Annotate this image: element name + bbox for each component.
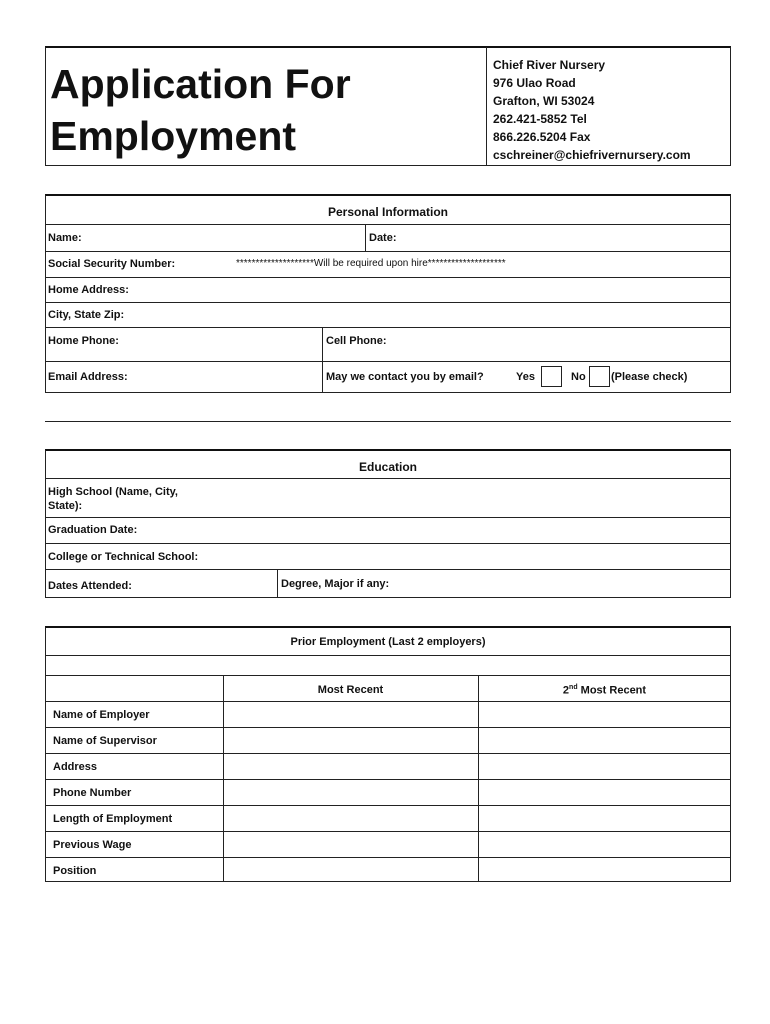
row-label-address: Address xyxy=(53,761,98,773)
row-label-wage: Previous Wage xyxy=(53,839,132,851)
row-label-position: Position xyxy=(53,865,97,877)
high-school-label-line1: High School (Name, City, xyxy=(48,486,178,498)
row-label-employer: Name of Employer xyxy=(53,709,150,721)
address-recent-field[interactable] xyxy=(224,754,478,779)
phone-second-field[interactable] xyxy=(479,780,730,805)
col-second-sup: nd xyxy=(569,684,578,691)
page-title-line2: Employment xyxy=(50,113,297,159)
graduation-date-label: Graduation Date: xyxy=(48,524,138,536)
company-city: Grafton, WI 53024 xyxy=(493,94,595,108)
name-label: Name: xyxy=(48,232,82,244)
cell-phone-label: Cell Phone: xyxy=(326,335,387,347)
yes-checkbox[interactable] xyxy=(541,366,562,387)
position-second-field[interactable] xyxy=(479,858,730,881)
supervisor-recent-field[interactable] xyxy=(224,728,478,753)
graduation-date-field[interactable] xyxy=(146,519,726,541)
email-field[interactable] xyxy=(136,364,318,391)
college-label: College or Technical School: xyxy=(48,551,199,563)
personal-info-title: Personal Information xyxy=(327,205,449,219)
col-second-suffix: Most Recent xyxy=(577,684,647,697)
college-field[interactable] xyxy=(210,545,726,567)
home-phone-field[interactable] xyxy=(128,329,318,359)
length-second-field[interactable] xyxy=(479,806,730,831)
home-address-label: Home Address: xyxy=(48,284,129,296)
row-label-supervisor: Name of Supervisor xyxy=(53,735,157,747)
high-school-field[interactable] xyxy=(190,480,726,515)
col-second-prefix: 2 xyxy=(562,684,570,697)
company-tel: 262.421-5852 Tel xyxy=(493,112,587,126)
company-address: 976 Ulao Road xyxy=(493,76,576,90)
ssn-label: Social Security Number: xyxy=(48,258,176,270)
address-second-field[interactable] xyxy=(479,754,730,779)
no-label: No xyxy=(571,371,586,383)
col-second-most-recent xyxy=(478,684,731,697)
education-title: Education xyxy=(358,460,417,474)
supervisor-second-field[interactable] xyxy=(479,728,730,753)
date-field[interactable] xyxy=(402,226,727,249)
col-most-recent: Most Recent xyxy=(317,684,384,696)
header-divider xyxy=(486,47,487,166)
company-name: Chief River Nursery xyxy=(493,58,606,72)
employer-recent-field[interactable] xyxy=(224,702,478,727)
yes-label: Yes xyxy=(516,371,535,383)
date-label: Date: xyxy=(369,232,397,244)
section-separator xyxy=(45,421,731,422)
row-label-phone: Phone Number xyxy=(53,787,132,799)
no-checkbox[interactable] xyxy=(589,366,610,387)
company-fax: 866.226.5204 Fax xyxy=(493,130,591,144)
dates-attended-label: Dates Attended: xyxy=(48,580,132,592)
city-state-zip-field[interactable] xyxy=(136,304,726,326)
degree-field[interactable] xyxy=(396,571,726,596)
row-label-length: Length of Employment xyxy=(53,813,173,825)
degree-label: Degree, Major if any: xyxy=(281,578,390,590)
email-label: Email Address: xyxy=(48,371,128,383)
home-phone-label: Home Phone: xyxy=(48,335,119,347)
page-title-line1: Application For xyxy=(50,61,351,107)
name-field[interactable] xyxy=(90,226,360,249)
employer-second-field[interactable] xyxy=(479,702,730,727)
position-recent-field[interactable] xyxy=(224,858,478,881)
employment-title: Prior Employment (Last 2 employers) xyxy=(290,636,486,648)
ssn-note: ********************Will be required upon hire******************** xyxy=(236,258,506,269)
please-check-note: (Please check) xyxy=(611,371,688,383)
cell-phone-field[interactable] xyxy=(394,329,726,359)
phone-recent-field[interactable] xyxy=(224,780,478,805)
contact-by-email-question: May we contact you by email? xyxy=(326,371,484,383)
high-school-label-line2: State): xyxy=(48,500,83,512)
home-address-field[interactable] xyxy=(136,279,726,301)
wage-second-field[interactable] xyxy=(479,832,730,857)
length-recent-field[interactable] xyxy=(224,806,478,831)
wage-recent-field[interactable] xyxy=(224,832,478,857)
company-email: cschreiner@chiefrivernursery.com xyxy=(493,148,691,162)
city-state-zip-label: City, State Zip: xyxy=(48,309,125,321)
dates-attended-field[interactable] xyxy=(140,571,273,596)
